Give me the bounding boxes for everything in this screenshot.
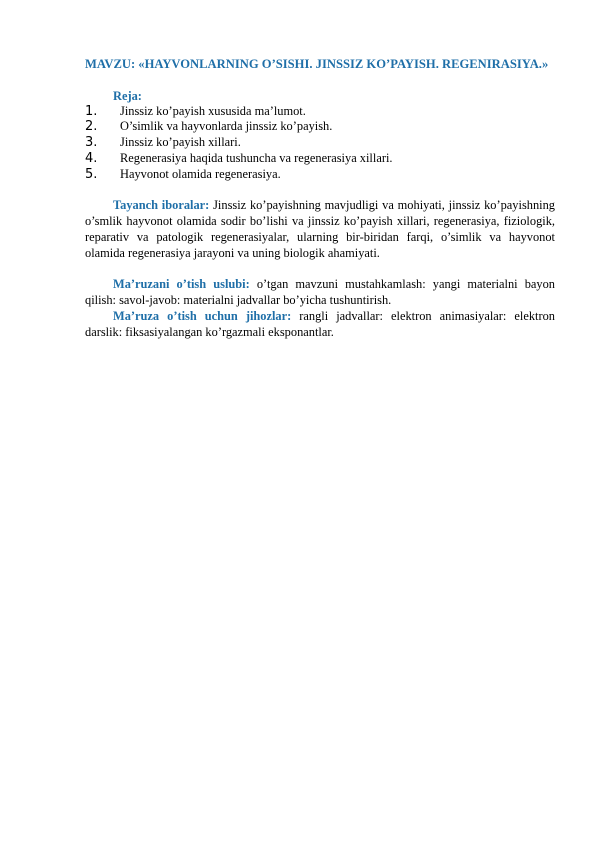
document-title: MAVZU: «HAYVONLARNING O’SISHI. JINSSIZ KO’PAYISH. REGENIRASIYA.» bbox=[85, 57, 549, 71]
plan-item-text: Jinssiz ko’payish xillari. bbox=[120, 135, 241, 150]
plan-item bbox=[85, 135, 555, 151]
keywords-text: Jinssiz ko’payishning mavjudligi va mohiyati, jinssiz ko’payishning o’smlik hayvonot olamida sodir bo’lishi va jinssiz ko’payish xillari, regenerasiya, fiziologik, reparativ va patologik regenerasiyalar, ularning bir-biridan farqi, o’simlik va hayvonot olamida regenerasiya jarayoni va uning biologik ahamiyati. bbox=[85, 198, 555, 261]
document-page bbox=[85, 56, 555, 340]
plan-item bbox=[85, 119, 555, 135]
plan-item-number: 1. bbox=[85, 103, 98, 119]
equipment-label: Ma’ruza o’tish uchun jihozlar: bbox=[113, 309, 292, 324]
plan-item-text: Jinssiz ko’payish xususida ma’lumot. bbox=[120, 103, 306, 118]
plan-list bbox=[85, 104, 555, 183]
plan-label: Reja: bbox=[113, 88, 142, 103]
equipment-paragraph bbox=[85, 308, 555, 340]
plan-item-number: 4. bbox=[85, 150, 98, 166]
plan-item bbox=[85, 104, 555, 120]
plan-item bbox=[85, 151, 555, 167]
keywords-label: Tayanch iboralar: bbox=[113, 198, 210, 213]
equipment-text: rangli jadvallar: elektron animasiyalar: elektron darslik: fiksasiyalangan ko’rgazmali eksponantlar. bbox=[85, 309, 555, 340]
method-paragraph bbox=[85, 276, 555, 308]
plan-item-number: 5. bbox=[85, 166, 98, 182]
method-text: o’tgan mavzuni mustahkamlash: yangi materialni bayon qilish: savol-javob: materialni jadvallar bo’yicha tushuntirish. bbox=[85, 277, 555, 308]
keywords-paragraph bbox=[85, 197, 555, 261]
spacer bbox=[85, 182, 555, 197]
plan-item-text: Hayvonot olamida regenerasiya. bbox=[120, 166, 281, 181]
spacer bbox=[85, 261, 555, 276]
plan-item bbox=[85, 167, 555, 183]
method-label: Ma’ruzani o’tish uslubi: bbox=[113, 277, 250, 292]
plan-item-text: O’simlik va hayvonlarda jinssiz ko’payish. bbox=[120, 119, 333, 134]
plan-item-number: 3. bbox=[85, 135, 98, 151]
plan-item-number: 2. bbox=[85, 119, 98, 135]
plan-item-text: Regenerasiya haqida tushuncha va regenerasiya xillari. bbox=[120, 150, 393, 165]
